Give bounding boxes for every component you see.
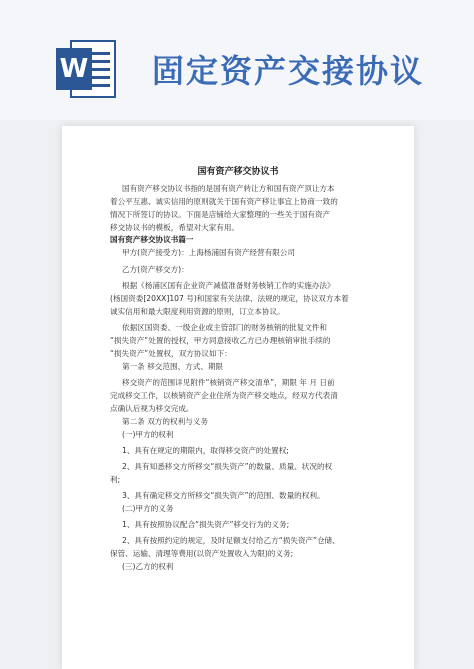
document-line: 3、具有确定移交方所移交“损失资产”的范围、数量的权利。 — [122, 491, 325, 500]
section-heading: 国有资产移交协议书篇一 — [110, 235, 194, 244]
document-line: 第一条 移交范围、方式、期限 — [122, 362, 224, 371]
document-line: 第二条 双方的权利与义务 — [122, 417, 208, 426]
document-line: 点确认后视为移交完成。 — [110, 404, 194, 413]
document-line: 依据区国资委、一级企业或主管部门的财务核销的批复文件和 — [122, 323, 328, 332]
document-line: 移交资产的范围详见附件“核销资产移交清单”，期限 年 月 日前 — [122, 378, 335, 387]
document-line: 移交协议书的模板，希望对大家有用。 — [110, 223, 240, 232]
word-logo-icon — [56, 40, 116, 98]
document-line: (一)甲方的权利 — [122, 430, 174, 439]
document-line: 1、具有在规定的期限内，取得移交资产的处置权; — [122, 446, 289, 455]
word-logo-letter: W — [56, 48, 92, 90]
document-line: 国有资产移交协议书指的是国有资产转让方和国有资产顶让方本 — [122, 184, 335, 193]
banner — [0, 0, 474, 120]
document-line: 诚实信用和最大限度利用资源的原则，订立本协议。 — [110, 307, 285, 316]
document-line: 着公平互惠、诚实信用的原则就关于国有资产移让事宜上协商一致的 — [110, 197, 338, 206]
document-line: 保管、运输、清理等费用(以资产处置收入为限)的义务; — [110, 549, 294, 558]
document-page — [62, 126, 414, 669]
document-line: (二)甲方的义务 — [122, 504, 174, 513]
banner-title: 固定资产交接协议 — [152, 52, 425, 90]
document-line: (三)乙方的权利 — [122, 562, 174, 571]
document-line: 利; — [110, 475, 121, 484]
document-line: 2、具有知悉移交方所移交“损失资产”的数量、质量、状况的权 — [122, 462, 333, 471]
document-line: (杨国资委[20XX]107 号)和国家有关法律、法规的规定，协议双方本着 — [110, 294, 349, 303]
document-line: “损失资产”处置的授权，甲方同意接收乙方已办理核销审批手续的 — [110, 336, 331, 345]
document-title: 国有资产移交协议书 — [197, 167, 279, 177]
document-line: 情况下所签订的协议。下面是店铺给大家整理的一些关于国有资产 — [110, 210, 331, 219]
document-line: 根据《杨浦区国有企业资产减值准备财务核销工作的实施办法》 — [122, 281, 335, 290]
document-line: 甲方(资产接受方)：上海杨浦国有资产经营有限公司 — [122, 248, 295, 257]
document-line: “损失资产”处置权，双方协议如下： — [110, 349, 232, 358]
document-line: 1、具有按照协议配合“损失资产”移交行为的义务; — [122, 520, 290, 529]
document-line: 2、具有按照约定的规定，及时足额支付给乙方“损失资产”仓储、 — [122, 536, 340, 545]
document-line: 乙方(资产移交方)： — [122, 265, 189, 274]
document-line: 完成移交工作，以核销资产企业住所为资产移交地点，经双方代表清 — [110, 391, 338, 400]
